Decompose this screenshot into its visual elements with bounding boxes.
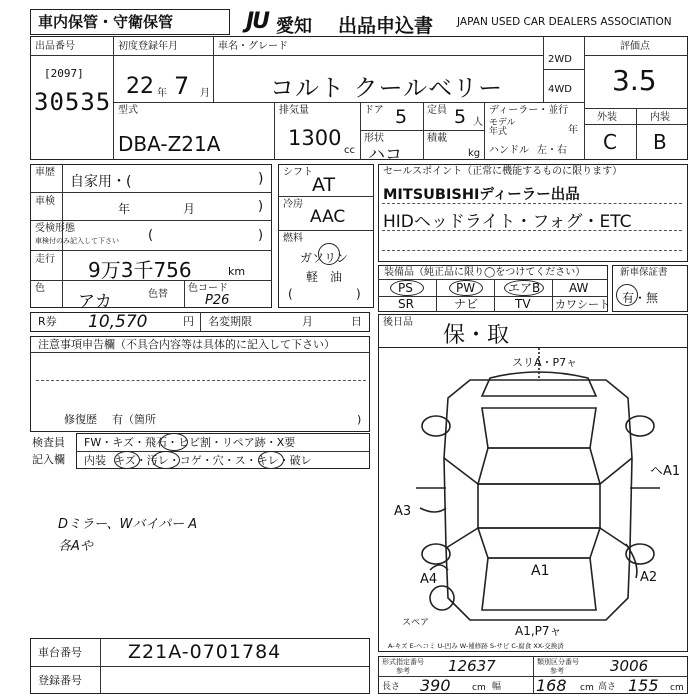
acceptance-label: 受検形態 (35, 223, 75, 234)
diagram-bottom: A1,P7ャ (515, 624, 562, 638)
reg-year-unit: 年 (157, 88, 167, 99)
repair-close: ) (357, 413, 362, 426)
spec-ref2: 参考 (550, 667, 564, 675)
inspection-year: 年 (118, 202, 131, 216)
inspector-stone-circle (160, 433, 188, 451)
spec-type-value: 12637 (448, 657, 496, 675)
dealer-handle: ハンドル (489, 145, 529, 156)
sales-line1: MITSUBISHIディーラー出品 (383, 187, 580, 203)
spec-height-value: 155 (628, 676, 659, 695)
acceptance-open: ( (148, 228, 154, 243)
later-block (378, 314, 688, 348)
dealer-label: ディーラー・並行 (489, 105, 569, 116)
car-rear-window (478, 528, 600, 558)
damage-legend: A-キズ E-ヘコミ U-凹み W-補修跡 S-サビ C-腐食 XX-交換済 (388, 642, 564, 650)
dealer-handle-opts: 左・右 (537, 145, 567, 156)
spec-ref1: 参考 (396, 667, 410, 675)
equip-leather: カワシート (555, 298, 610, 311)
grade-label: 評価点 (620, 41, 650, 52)
shift-value: AT (312, 174, 336, 196)
equip-sr: SR (398, 297, 414, 311)
equip-airbag-circle (504, 280, 544, 296)
capacity-unit: 人 (473, 117, 483, 128)
spec-width-cm: cm (580, 683, 594, 693)
name-change-day: 日 (351, 315, 362, 328)
vin-label: 車台番号 (38, 646, 82, 659)
fuel-open: ( (288, 287, 293, 301)
grade-value: 3.5 (612, 64, 657, 97)
org-english: JAPAN USED CAR DEALERS ASSOCIATION (457, 16, 672, 28)
repair-value: 有（箇所 (112, 413, 156, 426)
spare-wheel (430, 586, 454, 610)
body-label: 形状 (364, 133, 384, 144)
lot-bracket: [2097] (44, 67, 84, 80)
inspector-label-2: 記入欄 (32, 453, 65, 466)
spec-class-label: 類別区分番号 (537, 658, 579, 666)
int-label: 内装 (650, 112, 670, 123)
equip-navi: ナビ (454, 297, 479, 311)
spec-length-value: 390 (420, 676, 451, 695)
diagram-top: スリA・P7ャ (512, 356, 578, 369)
warranty-label: 新車保証書 (620, 267, 668, 278)
reg-label: 初度登録年月 (118, 41, 178, 52)
diagram-bottom-left: A4 (420, 572, 438, 587)
damage-curve-a4 (430, 565, 448, 570)
diagram-right: ヘA1 (650, 464, 681, 479)
sales-line2: HIDヘッドライト・フォグ・ETC (383, 212, 632, 232)
ext-grade: C (603, 130, 617, 154)
vin-value: Z21A-0701784 (128, 641, 282, 663)
door-label: ドア (364, 105, 384, 116)
model-label: 車名・グレード (218, 41, 288, 52)
inspector-stain-circle (152, 451, 180, 469)
acceptance-note: 車検付のみ記入して下さい (35, 237, 119, 245)
lot-label: 出品番号 (35, 41, 75, 52)
handnote-line1: Dミラー、Wバイパー A (58, 517, 198, 532)
spec-class-value: 3006 (610, 657, 649, 675)
equip-ps: PS (398, 281, 413, 295)
type-value: DBA-Z21A (118, 132, 221, 156)
reg-month: 7 (174, 72, 190, 100)
diagram-bottom-right: A2 (640, 570, 658, 585)
inspector-s-circle (258, 451, 284, 469)
fuel-gasoline-circle (318, 243, 340, 265)
car-windshield (478, 448, 600, 484)
fuel-diesel: 軽 油 (306, 270, 343, 284)
warranty-yes-circle (616, 284, 638, 306)
diagram-spare: スペア (402, 618, 430, 628)
acceptance-close: ) (258, 228, 264, 243)
car-roof-front (482, 372, 596, 396)
car-diagram (378, 348, 688, 652)
history-label: 車歴 (35, 167, 55, 178)
drive-2wd: 2WD (548, 54, 572, 65)
ext-label: 外装 (597, 112, 617, 123)
displacement-label: 排気量 (279, 105, 309, 116)
spec-width-value: 168 (536, 676, 567, 695)
car-roof (478, 484, 600, 528)
fuel-close: ) (356, 287, 361, 301)
inspection-label: 車検 (35, 196, 55, 207)
logo: JU (246, 9, 269, 34)
color-code: P26 (205, 293, 230, 308)
notes-label: 注意事項申告欄（不具合内容等は具体的に記入して下さい） (38, 338, 335, 351)
car-outline (444, 380, 632, 620)
repair-label: 修復歴 (64, 413, 97, 426)
drive-4wd: 4WD (548, 84, 572, 95)
spec-height-label: 高さ (598, 682, 617, 692)
model-value: コルト クールベリー (270, 74, 504, 102)
color-label: 色 (35, 283, 45, 294)
later-label: 後日品 (383, 317, 413, 328)
later-value: 保・取 (443, 323, 510, 348)
capacity-label: 定員 (427, 105, 447, 116)
recycle-unit: 円 (183, 315, 194, 328)
fuel-label: 燃料 (283, 233, 303, 244)
diagram-left: A3 (394, 504, 412, 519)
dealer-year-unit: 年 (568, 125, 578, 136)
mileage-label: 走行 (35, 254, 55, 265)
history-close: ) (258, 171, 264, 187)
handnote-line2: 各Aや (58, 539, 93, 554)
storage-label: 車内保管・守衛保管 (38, 13, 174, 31)
cooler-value: AAC (310, 207, 346, 227)
door-value: 5 (395, 106, 408, 128)
capacity-value: 5 (454, 106, 467, 128)
sales-label: セールスポイント（正常に機能するものに限ります） (383, 166, 623, 177)
name-change-month: 月 (302, 315, 313, 328)
mileage-value: 9万3千756 (88, 258, 192, 282)
damage-curve-a3 (420, 508, 446, 512)
equip-aw: AW (569, 281, 589, 295)
diagram-center: A1 (531, 563, 550, 579)
displacement-value: 1300 (288, 126, 342, 150)
color-change-label: 色替 (148, 289, 168, 300)
spec-length-cm: cm (472, 683, 486, 693)
inspector-fw-row: FW・キズ・飛石・ヒビ割・リペア跡・X要 (84, 436, 296, 449)
spec-width-label: 幅 (492, 682, 502, 692)
inspector-int-row: キズ・汚レ・コゲ・穴・ス・キレ・破レ (114, 454, 312, 467)
type-label: 型式 (118, 105, 138, 116)
reg-no-label: 登録番号 (38, 674, 82, 687)
inspection-month: 月 (183, 202, 196, 216)
equip-airbag: エアB (508, 281, 541, 295)
equip-tv: TV (515, 297, 531, 311)
load-unit: kg (468, 148, 481, 159)
reg-month-unit: 月 (200, 88, 210, 99)
history-value: 自家用・( (70, 174, 132, 190)
inspector-label-1: 検査員 (32, 436, 65, 449)
reg-year: 22 (126, 74, 154, 99)
displacement-unit: cc (344, 145, 355, 156)
car-hood (482, 408, 596, 448)
fuel-gasoline: ガソリン (300, 251, 349, 265)
spec-length-label: 長さ (382, 682, 401, 692)
inspector-scratch-circle (114, 451, 140, 469)
spec-type-label: 形式指定番号 (382, 658, 424, 666)
warranty-opts: 有・無 (622, 291, 659, 305)
name-change-label: 名変期限 (208, 315, 252, 328)
color-code-label: 色コード (188, 283, 228, 294)
recycle-label: R券 (38, 315, 57, 328)
lot-number: 30535 (34, 88, 112, 116)
equipment-label: 装備品（純正品に限り◯をつけてください） (384, 267, 586, 278)
mileage-unit: km (228, 265, 246, 278)
equip-ps-circle (390, 280, 424, 296)
dealer-year: 年式 (489, 127, 508, 137)
shift-label: シフト (283, 167, 313, 178)
equip-pw: PW (456, 281, 476, 295)
form-title: 出品申込書 (338, 15, 434, 37)
int-grade: B (653, 130, 667, 154)
inspector-int-label: 内装 (84, 454, 106, 467)
org-name: 愛知 (276, 16, 312, 37)
recycle-value: 10,570 (88, 312, 148, 332)
inspection-tail: ) (258, 199, 264, 214)
equip-pw-circle (449, 280, 483, 296)
dealer-model: モデル (489, 118, 516, 128)
spec-height-cm: cm (670, 683, 684, 693)
cooler-label: 冷房 (283, 199, 303, 210)
load-label: 積載 (427, 133, 447, 144)
body-value: ハコ (368, 145, 402, 165)
color-value: アカ (78, 292, 112, 312)
